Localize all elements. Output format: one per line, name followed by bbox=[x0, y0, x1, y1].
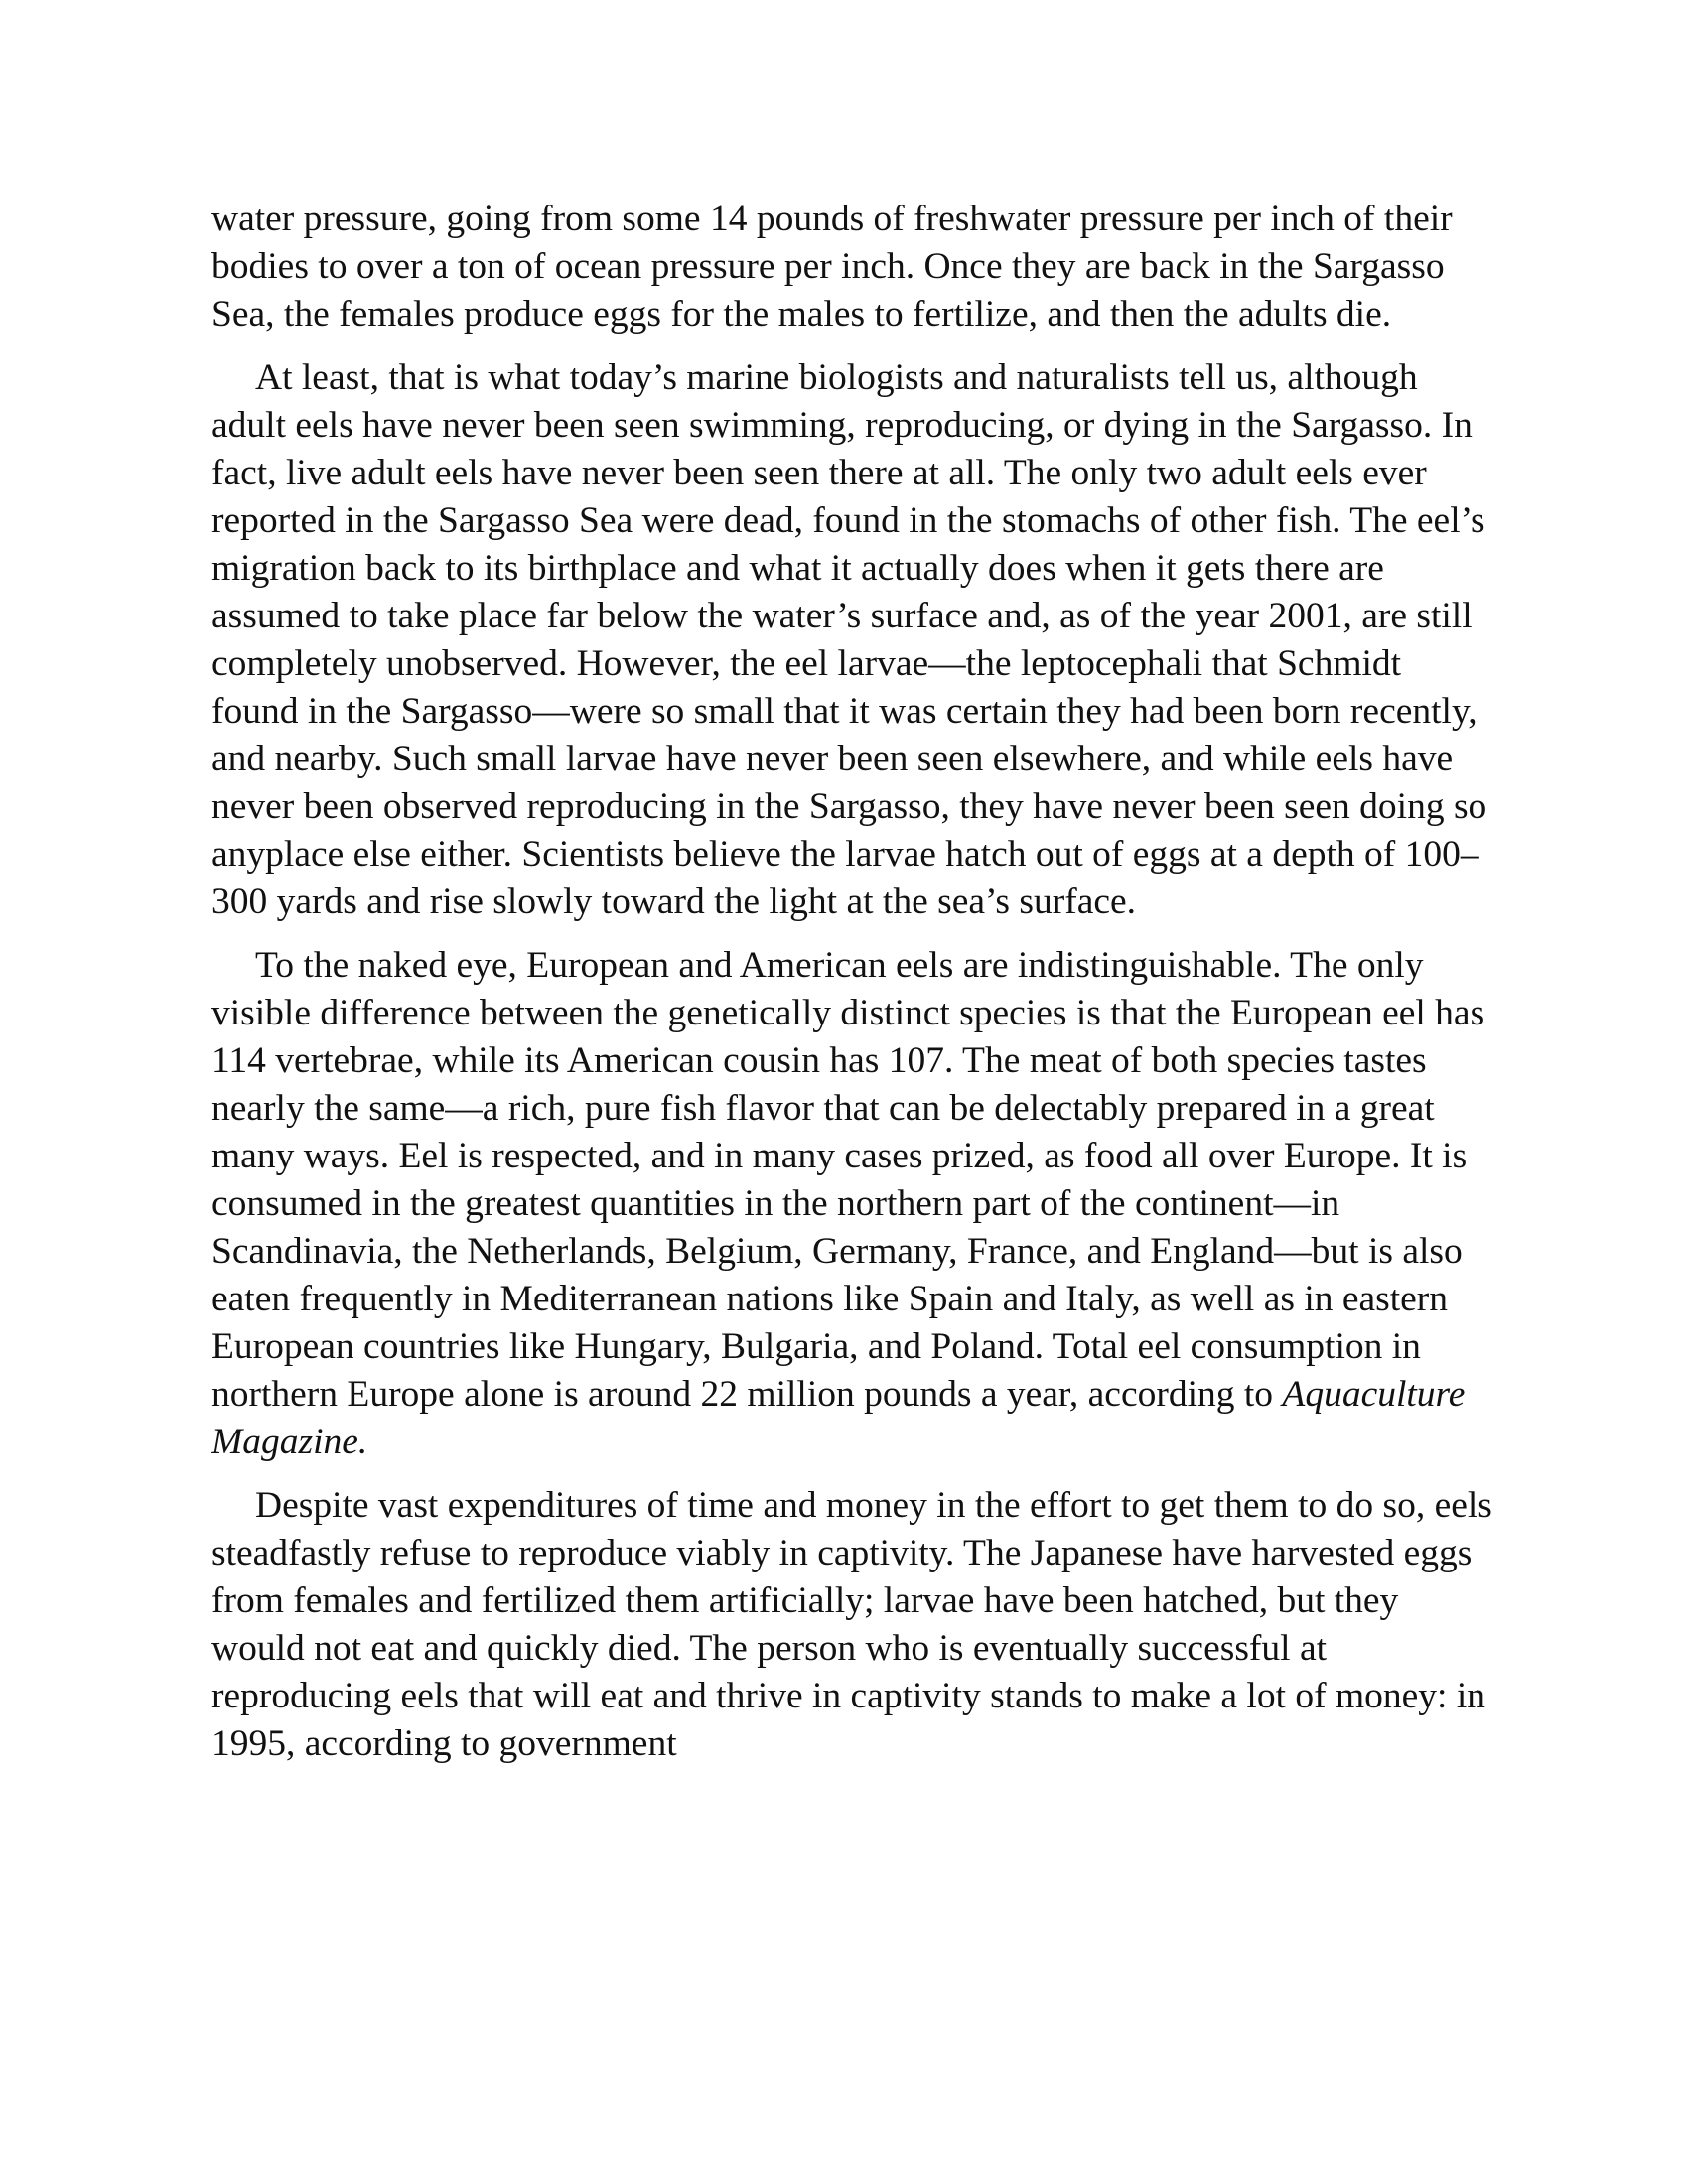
paragraph-sargasso-observations bbox=[211, 354, 1492, 926]
paragraph-text: At least, that is what today’s marine biologists and naturalists tell us, although adult eels have never been seen swimming, reproducing, or dying in the Sargasso. In fact, live adult eels have never been seen there at all. The only two adult eels ever reported in the Sargasso Sea were dead, found in the stomachs of other fish. The eel’s migration back to its birthplace and what it actually does when it gets there are assumed to take place far below the water’s surface and, as of the year 2001, are still completely unobserved. However, the eel larvae—the leptocephali that Schmidt found in the Sargasso—were so small that it was certain they had been born recently, and nearby. Such small larvae have never been seen elsewhere, and while eels have never been observed reproducing in the Sargasso, they have never been seen doing so anyplace else either. Scientists believe the larvae hatch out of eggs at a depth of 100–300 yards and rise slowly toward the light at the sea’s surface. bbox=[211, 357, 1487, 922]
paragraph-captivity-reproduction bbox=[211, 1482, 1492, 1768]
paragraph-water-pressure bbox=[211, 196, 1492, 339]
paragraph-text: To the naked eye, European and American eels are indistinguishable. The only visible difference between the genetically distinct species is that the European eel has 114 vertebrae, while its American cousin has 107. The meat of both species tastes nearly the same—a rich, pure fish flavor that can be delectably prepared in a great many ways. Eel is respected, and in many cases prized, as food all over Europe. It is consumed in the greatest quantities in the northern part of the continent—in Scandinavia, the Netherlands, Belgium, Germany, France, and England—but is also eaten frequently in Mediterranean nations like Spain and Italy, as well as in eastern European countries like Hungary, Bulgaria, and Poland. Total eel consumption in northern Europe alone is around 22 million pounds a year, according to bbox=[211, 945, 1485, 1415]
publication-title: Aquaculture Magazine. bbox=[211, 1374, 1466, 1462]
paragraph-text: water pressure, going from some 14 pounds of freshwater pressure per inch of their bodies to over a ton of ocean pressure per inch. Once they are back in the Sargasso Sea, the females produce eggs for the males to fertilize, and then the adults die. bbox=[211, 199, 1453, 335]
document-page bbox=[211, 196, 1492, 1784]
paragraph-european-american-eels bbox=[211, 942, 1492, 1466]
paragraph-text: Despite vast expenditures of time and money in the effort to get them to do so, eels steadfastly refuse to reproduce viably in captivity. The Japanese have harvested eggs from females and fertilized them artificially; larvae have been hatched, but they would not eat and quickly died. The person who is eventually successful at reproducing eels that will eat and thrive in captivity stands to make a lot of money: in 1995, according to government bbox=[211, 1485, 1492, 1764]
